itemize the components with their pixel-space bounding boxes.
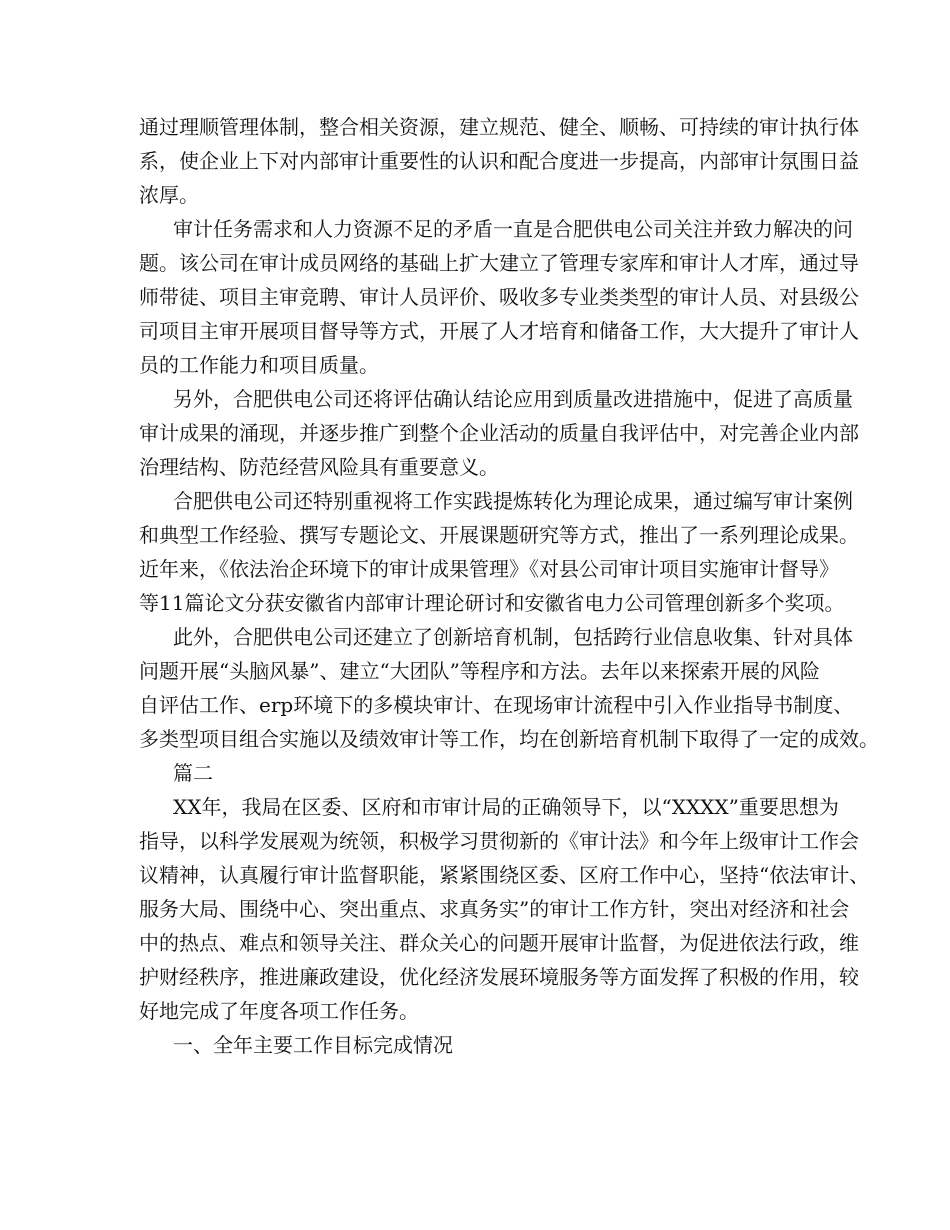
text-line: 系，使企业上下对内部审计重要性的认识和配合度进一步提高，内部审计氛围日益 — [139, 149, 859, 173]
text-line: 多类型项目组合实施以及绩效审计等工作，均在创新培育机制下取得了一定的成效。 — [139, 727, 879, 751]
text-line: 问题开展“头脑风暴”、建立“大团队”等程序和方法。去年以来探索开展的风险 — [139, 659, 820, 683]
text-line: 和典型工作经验、撰写专题论文、开展课题研究等方式，推出了一系列理论成果。 — [139, 523, 859, 547]
text-line: 此外，合肥供电公司还建立了创新培育机制，包括跨行业信息收集、针对具体 — [173, 625, 853, 649]
text-line: 通过理顺管理体制，整合相关资源，建立规范、健全、顺畅、可持续的审计执行体 — [139, 115, 859, 139]
text-line: 治理结构、防范经营风险具有重要意义。 — [139, 455, 499, 479]
text-line: 好地完成了年度各项工作任务。 — [139, 999, 419, 1023]
text-line: 题。该公司在审计成员网络的基础上扩大建立了管理专家库和审计人才库，通过导 — [139, 251, 859, 275]
text-line: 师带徒、项目主审竞聘、审计人员评价、吸收多专业类类型的审计人员、对县级公 — [139, 285, 859, 309]
text-line: 员的工作能力和项目质量。 — [139, 353, 379, 377]
text-line: 护财经秩序，推进廉政建设，优化经济发展环境服务等方面发挥了积极的作用，较 — [139, 965, 859, 989]
text-line: 议精神，认真履行审计监督职能，紧紧围绕区委、区府工作中心，坚持“依法审计、 — [139, 863, 870, 887]
text-line: 服务大局、围绕中心、突出重点、求真务实”的审计工作方针，突出对经济和社会 — [139, 897, 850, 921]
document-body — [139, 110, 879, 1062]
text-line: 浓厚。 — [139, 183, 199, 207]
text-line: XX年，我局在区委、区府和市审计局的正确领导下，以“XXXX”重要思想为 — [173, 795, 839, 819]
section-heading: 一、全年主要工作目标完成情况 — [173, 1033, 453, 1057]
text-line: 另外，合肥供电公司还将评估确认结论应用到质量改进措施中，促进了高质量 — [173, 387, 853, 411]
section-heading: 篇二 — [173, 761, 213, 785]
text-line: 审计成果的涌现，并逐步推广到整个企业活动的质量自我评估中，对完善企业内部 — [139, 421, 859, 445]
text-line: 中的热点、难点和领导关注、群众关心的问题开展审计监督，为促进依法行政，维 — [139, 931, 859, 955]
text-line: 指导，以科学发展观为统领，积极学习贯彻新的《审计法》和今年上级审计工作会 — [139, 829, 859, 853]
text-line: 自评估工作、erp环境下的多模块审计、在现场审计流程中引入作业指导书制度、 — [139, 693, 854, 717]
text-line: 司项目主审开展项目督导等方式，开展了人才培育和储备工作，大大提升了审计人 — [139, 319, 859, 343]
text-line: 合肥供电公司还特别重视将工作实践提炼转化为理论成果，通过编写审计案例 — [173, 489, 853, 513]
text-line: 近年来，《依法治企环境下的审计成果管理》《对县公司审计项目实施审计督导》 — [139, 557, 839, 581]
text-line: 审计任务需求和人力资源不足的矛盾一直是合肥供电公司关注并致力解决的问 — [173, 217, 853, 241]
text-line: 等11篇论文分获安徽省内部审计理论研讨和安徽省电力公司管理创新多个奖项。 — [139, 591, 845, 615]
